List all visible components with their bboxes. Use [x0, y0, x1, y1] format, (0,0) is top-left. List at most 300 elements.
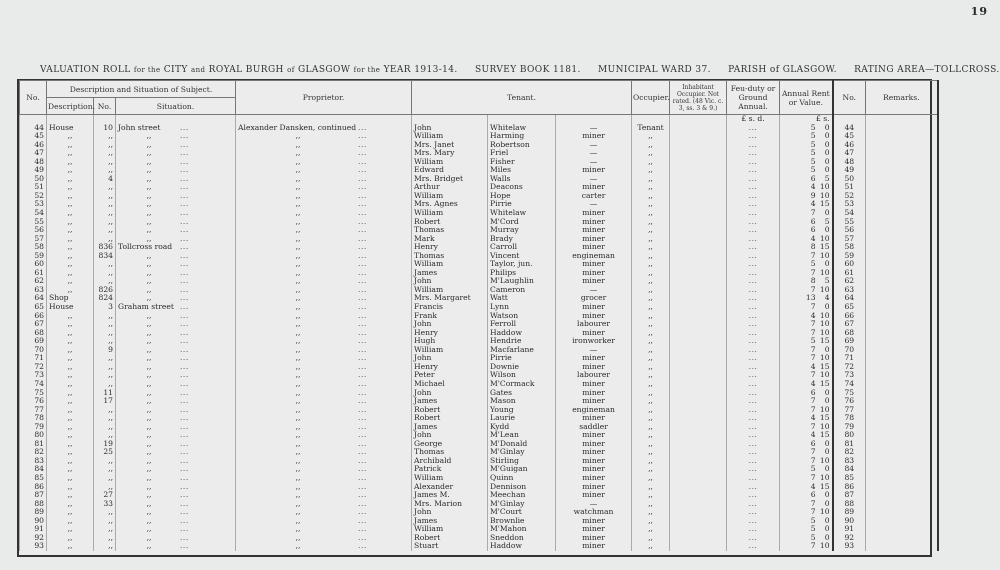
tenant-first-name: William — [412, 525, 488, 534]
tenant-occupation: miner — [556, 534, 632, 543]
annual-rent — [780, 406, 833, 415]
situation-text: ,, — [146, 294, 152, 303]
description: ,, — [47, 286, 94, 295]
leader-dots: ... — [358, 491, 367, 500]
rent-pounds: 7 — [810, 405, 816, 414]
rent-pounds: 9 — [810, 191, 816, 200]
feu-duty: ... — [727, 132, 780, 141]
leader-dots: ... — [358, 277, 367, 286]
inhabitant-occupier — [670, 389, 727, 398]
occupier: ,, — [632, 183, 670, 192]
feu-duty: ... — [727, 226, 780, 235]
annual-rent — [780, 243, 833, 252]
description: ,, — [47, 508, 94, 517]
row-no: 82 — [20, 448, 47, 457]
table-row — [20, 175, 938, 184]
row-no: 90 — [20, 517, 47, 526]
description: House — [47, 124, 94, 133]
tenant-first-name: James — [412, 423, 488, 432]
row-no-right: 44 — [833, 124, 866, 133]
table-row — [20, 354, 938, 363]
tenant-occupation: miner — [556, 166, 632, 175]
feu-duty: ... — [727, 465, 780, 474]
proprietor — [236, 440, 412, 449]
leader-dots: ... — [180, 388, 189, 397]
situation-text: ,, — [146, 311, 152, 320]
rent-pounds: 7 — [810, 320, 816, 329]
annual-rent — [780, 286, 833, 295]
row-no-right: 46 — [833, 141, 866, 150]
tenant-occupation: miner — [556, 542, 632, 551]
tenant-first-name: William — [412, 209, 488, 218]
rent-pounds: 7 — [810, 268, 816, 277]
proprietor-text: ,, — [295, 439, 301, 448]
description: ,, — [47, 243, 94, 252]
remarks — [866, 457, 938, 466]
remarks — [866, 243, 938, 252]
tenant-surname: Gates — [488, 389, 556, 398]
tenant-first-name: Mrs. Bridget — [412, 175, 488, 184]
description: ,, — [47, 440, 94, 449]
feu-duty: ... — [727, 525, 780, 534]
remarks — [866, 371, 938, 380]
row-no-right: 48 — [833, 158, 866, 167]
tenant-first-name: Robert — [412, 534, 488, 543]
occupier: ,, — [632, 448, 670, 457]
proprietor-text: ,, — [295, 149, 301, 158]
rent-pounds: 5 — [810, 525, 816, 534]
leader-dots: ... — [358, 354, 367, 363]
row-no: 50 — [20, 175, 47, 184]
inhabitant-occupier — [670, 534, 727, 543]
row-no-right: 91 — [833, 525, 866, 534]
feu-duty: ... — [727, 277, 780, 286]
rent-pounds: 4 — [810, 200, 816, 209]
leader-dots: ... — [358, 200, 367, 209]
tenant-surname: Ferroll — [488, 320, 556, 329]
situation — [116, 500, 236, 509]
inhabitant-occupier — [670, 491, 727, 500]
occupier: ,, — [632, 192, 670, 201]
leader-dots: ... — [180, 260, 189, 269]
rent-pounds: 7 — [810, 251, 816, 260]
annual-rent — [780, 166, 833, 175]
description: ,, — [47, 149, 94, 158]
leader-dots: ... — [358, 465, 367, 474]
feu-duty: ... — [727, 440, 780, 449]
row-no: 73 — [20, 371, 47, 380]
inhabitant-occupier — [670, 517, 727, 526]
situation — [116, 380, 236, 389]
feu-duty: ... — [727, 474, 780, 483]
rent-shillings: 10 — [819, 191, 830, 200]
proprietor — [236, 200, 412, 209]
proprietor — [236, 397, 412, 406]
situation-text: ,, — [146, 354, 152, 363]
table-row — [20, 440, 938, 449]
proprietor — [236, 209, 412, 218]
description: ,, — [47, 525, 94, 534]
description: ,, — [47, 474, 94, 483]
proprietor-text: ,, — [295, 354, 301, 363]
feu-duty: ... — [727, 192, 780, 201]
annual-rent — [780, 483, 833, 492]
tenant-occupation: miner — [556, 380, 632, 389]
proprietor — [236, 294, 412, 303]
leader-dots: ... — [180, 345, 189, 354]
row-no-right: 69 — [833, 337, 866, 346]
situation — [116, 346, 236, 355]
proprietor-text: ,, — [295, 174, 301, 183]
feu-duty: ... — [727, 423, 780, 432]
occupier: ,, — [632, 303, 670, 312]
leader-dots: ... — [180, 140, 189, 149]
leader-dots: ... — [358, 499, 367, 508]
situation-text: ,, — [146, 508, 152, 517]
situation-text: ,, — [146, 345, 152, 354]
street-no: ,, — [94, 218, 116, 227]
occupier: ,, — [632, 465, 670, 474]
rent-shillings: 15 — [819, 431, 830, 440]
proprietor-text: ,, — [295, 268, 301, 277]
occupier: ,, — [632, 414, 670, 423]
annual-rent — [780, 192, 833, 201]
leader-dots: ... — [358, 285, 367, 294]
remarks — [866, 465, 938, 474]
remarks — [866, 320, 938, 329]
description: ,, — [47, 346, 94, 355]
leader-dots: ... — [180, 431, 189, 440]
proprietor-text: ,, — [295, 516, 301, 525]
situation-text: ,, — [146, 482, 152, 491]
leader-dots: ... — [180, 422, 189, 431]
leader-dots: ... — [180, 226, 189, 235]
table-row — [20, 320, 938, 329]
rent-pounds: 5 — [810, 140, 816, 149]
tenant-surname: M'Laughlin — [488, 277, 556, 286]
situation — [116, 534, 236, 543]
leader-dots: ... — [358, 388, 367, 397]
remarks — [866, 209, 938, 218]
street-no: ,, — [94, 363, 116, 372]
description: ,, — [47, 252, 94, 261]
feu-duty: ... — [727, 534, 780, 543]
rent-shillings: 15 — [819, 482, 830, 491]
street-no: ,, — [94, 542, 116, 551]
rent-pounds: 7 — [810, 303, 816, 312]
tenant-surname: Pirrie — [488, 354, 556, 363]
row-no-right: 47 — [833, 149, 866, 158]
tenant-first-name: William — [412, 474, 488, 483]
description: ,, — [47, 406, 94, 415]
situation-text: ,, — [146, 320, 152, 329]
header-description-group: Description and Situation of Subject. — [47, 81, 236, 98]
rent-shillings: 0 — [824, 209, 830, 218]
proprietor-text: ,, — [295, 405, 301, 414]
rent-shillings: 0 — [824, 397, 830, 406]
tenant-surname: Stirling — [488, 457, 556, 466]
proprietor — [236, 500, 412, 509]
rating-area: RATING AREA—TOLLCROSS. — [854, 65, 1000, 75]
row-no: 91 — [20, 525, 47, 534]
situation-text: ,, — [146, 200, 152, 209]
rent-shillings: 10 — [819, 422, 830, 431]
remarks — [866, 200, 938, 209]
annual-rent — [780, 363, 833, 372]
table-row — [20, 448, 938, 457]
street-no: ,, — [94, 260, 116, 269]
inhabitant-occupier — [670, 183, 727, 192]
leader-dots: ... — [358, 217, 367, 226]
tenant-occupation: miner — [556, 312, 632, 321]
rent-pounds: 8 — [810, 243, 816, 252]
remarks — [866, 397, 938, 406]
feu-duty: ... — [727, 508, 780, 517]
remarks — [866, 542, 938, 551]
feu-duty: ... — [727, 312, 780, 321]
street-no: ,, — [94, 149, 116, 158]
description: ,, — [47, 542, 94, 551]
tenant-surname: M'Lean — [488, 431, 556, 440]
table-row — [20, 483, 938, 492]
rent-shillings: 10 — [819, 251, 830, 260]
row-no-right: 65 — [833, 303, 866, 312]
tenant-first-name: Hugh — [412, 337, 488, 346]
situation — [116, 525, 236, 534]
leader-dots: ... — [358, 508, 367, 517]
tenant-first-name: Thomas — [412, 252, 488, 261]
row-no-right: 52 — [833, 192, 866, 201]
tenant-occupation: — — [556, 286, 632, 295]
table-row — [20, 158, 938, 167]
proprietor — [236, 474, 412, 483]
annual-rent — [780, 158, 833, 167]
description: ,, — [47, 354, 94, 363]
feu-duty: ... — [727, 286, 780, 295]
situation-text: ,, — [146, 140, 152, 149]
rent-shillings: 10 — [819, 456, 830, 465]
row-no: 84 — [20, 465, 47, 474]
occupier: ,, — [632, 286, 670, 295]
row-no: 75 — [20, 389, 47, 398]
inhabitant-occupier — [670, 508, 727, 517]
annual-rent — [780, 269, 833, 278]
street-no: ,, — [94, 525, 116, 534]
proprietor-text: ,, — [295, 465, 301, 474]
remarks — [866, 294, 938, 303]
rent-shillings: 10 — [819, 320, 830, 329]
proprietor — [236, 149, 412, 158]
row-no-right: 83 — [833, 457, 866, 466]
street-no: ,, — [94, 371, 116, 380]
rent-pounds: 4 — [810, 379, 816, 388]
table-row — [20, 363, 938, 372]
leader-dots: ... — [358, 414, 367, 423]
row-no-right: 88 — [833, 500, 866, 509]
situation-text: ,, — [146, 456, 152, 465]
remarks — [866, 277, 938, 286]
annual-rent — [780, 525, 833, 534]
situation — [116, 286, 236, 295]
occupier: ,, — [632, 158, 670, 167]
inhabitant-occupier — [670, 124, 727, 133]
feu-duty: ... — [727, 354, 780, 363]
leader-dots: ... — [358, 320, 367, 329]
feu-duty: ... — [727, 320, 780, 329]
feu-duty: ... — [727, 303, 780, 312]
leader-dots: ... — [358, 166, 367, 175]
annual-rent — [780, 209, 833, 218]
header-feu-duty: Feu-duty or Ground Annual. — [727, 81, 780, 115]
leader-dots: ... — [180, 473, 189, 482]
leader-dots: ... — [180, 311, 189, 320]
leader-dots: ... — [180, 397, 189, 406]
row-no: 47 — [20, 149, 47, 158]
inhabitant-occupier — [670, 483, 727, 492]
table-row — [20, 414, 938, 423]
tenant-occupation: miner — [556, 226, 632, 235]
proprietor — [236, 354, 412, 363]
tenant-occupation: miner — [556, 183, 632, 192]
feu-duty: ... — [727, 483, 780, 492]
proprietor — [236, 166, 412, 175]
tenant-first-name: Michael — [412, 380, 488, 389]
row-no: 60 — [20, 260, 47, 269]
remarks — [866, 500, 938, 509]
leader-dots: ... — [358, 337, 367, 346]
proprietor-text: ,, — [295, 311, 301, 320]
leader-dots: ... — [180, 465, 189, 474]
tenant-first-name: William — [412, 260, 488, 269]
leader-dots: ... — [180, 157, 189, 166]
leader-dots: ... — [180, 268, 189, 277]
row-no: 85 — [20, 474, 47, 483]
leader-dots: ... — [358, 516, 367, 525]
leader-dots: ... — [358, 439, 367, 448]
rent-pounds: 6 — [810, 226, 816, 235]
description: ,, — [47, 175, 94, 184]
annual-rent — [780, 294, 833, 303]
proprietor-text: ,, — [295, 456, 301, 465]
situation-text: ,, — [146, 226, 152, 235]
situation-text: ,, — [146, 157, 152, 166]
occupier: ,, — [632, 491, 670, 500]
row-no: 62 — [20, 277, 47, 286]
street-no: ,, — [94, 132, 116, 141]
rent-pounds: 4 — [810, 362, 816, 371]
situation — [116, 448, 236, 457]
row-no-right: 84 — [833, 465, 866, 474]
leader-dots: ... — [358, 294, 367, 303]
row-no-right: 79 — [833, 423, 866, 432]
tenant-occupation: miner — [556, 448, 632, 457]
row-no-right: 59 — [833, 252, 866, 261]
leader-dots: ... — [358, 473, 367, 482]
remarks — [866, 414, 938, 423]
feu-duty: ... — [727, 252, 780, 261]
proprietor — [236, 329, 412, 338]
tenant-surname: Dennison — [488, 483, 556, 492]
tenant-first-name: Frank — [412, 312, 488, 321]
proprietor-text: ,, — [295, 243, 301, 252]
tenant-surname: Watson — [488, 312, 556, 321]
header-inhabitant-occupier: Inhabitant Occupier. Not rated. (48 Vic. c. 3, ss. 3 & 9.) — [670, 81, 727, 115]
feu-duty: ... — [727, 346, 780, 355]
leader-dots: ... — [358, 362, 367, 371]
proprietor-text: Alexander Dansken, continued — [238, 123, 357, 132]
feu-duty: ... — [727, 235, 780, 244]
inhabitant-occupier — [670, 294, 727, 303]
street-no: 826 — [94, 286, 116, 295]
situation-text: ,, — [146, 542, 152, 551]
occupier: ,, — [632, 474, 670, 483]
description: Shop — [47, 294, 94, 303]
tenant-first-name: George — [412, 440, 488, 449]
tenant-first-name: John — [412, 354, 488, 363]
inhabitant-occupier — [670, 448, 727, 457]
row-no-right: 74 — [833, 380, 866, 389]
row-no-right: 62 — [833, 277, 866, 286]
leader-dots: ... — [358, 525, 367, 534]
rent-shillings: 15 — [819, 243, 830, 252]
rent-shillings: 10 — [819, 508, 830, 517]
tenant-first-name: Mrs. Marion — [412, 500, 488, 509]
remarks — [866, 448, 938, 457]
row-no-right: 76 — [833, 397, 866, 406]
feu-duty: ... — [727, 149, 780, 158]
proprietor — [236, 414, 412, 423]
tenant-first-name: James — [412, 269, 488, 278]
proprietor — [236, 517, 412, 526]
remarks — [866, 406, 938, 415]
proprietor — [236, 243, 412, 252]
rent-pounds: 6 — [810, 174, 816, 183]
rent-shillings: 0 — [824, 439, 830, 448]
row-no: 59 — [20, 252, 47, 261]
feu-duty: ... — [727, 269, 780, 278]
table-row — [20, 226, 938, 235]
occupier: ,, — [632, 363, 670, 372]
tenant-surname: Taylor, jun. — [488, 260, 556, 269]
leader-dots: ... — [358, 234, 367, 243]
table-row — [20, 337, 938, 346]
tenant-first-name: William — [412, 286, 488, 295]
feu-duty: ... — [727, 124, 780, 133]
row-no: 88 — [20, 500, 47, 509]
annual-rent — [780, 440, 833, 449]
feu-duty: ... — [727, 542, 780, 551]
rent-pounds: 7 — [810, 354, 816, 363]
occupier: ,, — [632, 508, 670, 517]
inhabitant-occupier — [670, 423, 727, 432]
table-row — [20, 474, 938, 483]
proprietor — [236, 542, 412, 551]
proprietor — [236, 252, 412, 261]
proprietor — [236, 124, 412, 133]
situation-text: ,, — [146, 132, 152, 141]
rent-shillings: 0 — [824, 157, 830, 166]
remarks — [866, 192, 938, 201]
feu-duty: ... — [727, 406, 780, 415]
remarks — [866, 389, 938, 398]
proprietor-text: ,, — [295, 473, 301, 482]
situation — [116, 226, 236, 235]
row-no-right: 50 — [833, 175, 866, 184]
proprietor — [236, 141, 412, 150]
tenant-first-name: John — [412, 277, 488, 286]
situation — [116, 508, 236, 517]
feu-duty: ... — [727, 329, 780, 338]
